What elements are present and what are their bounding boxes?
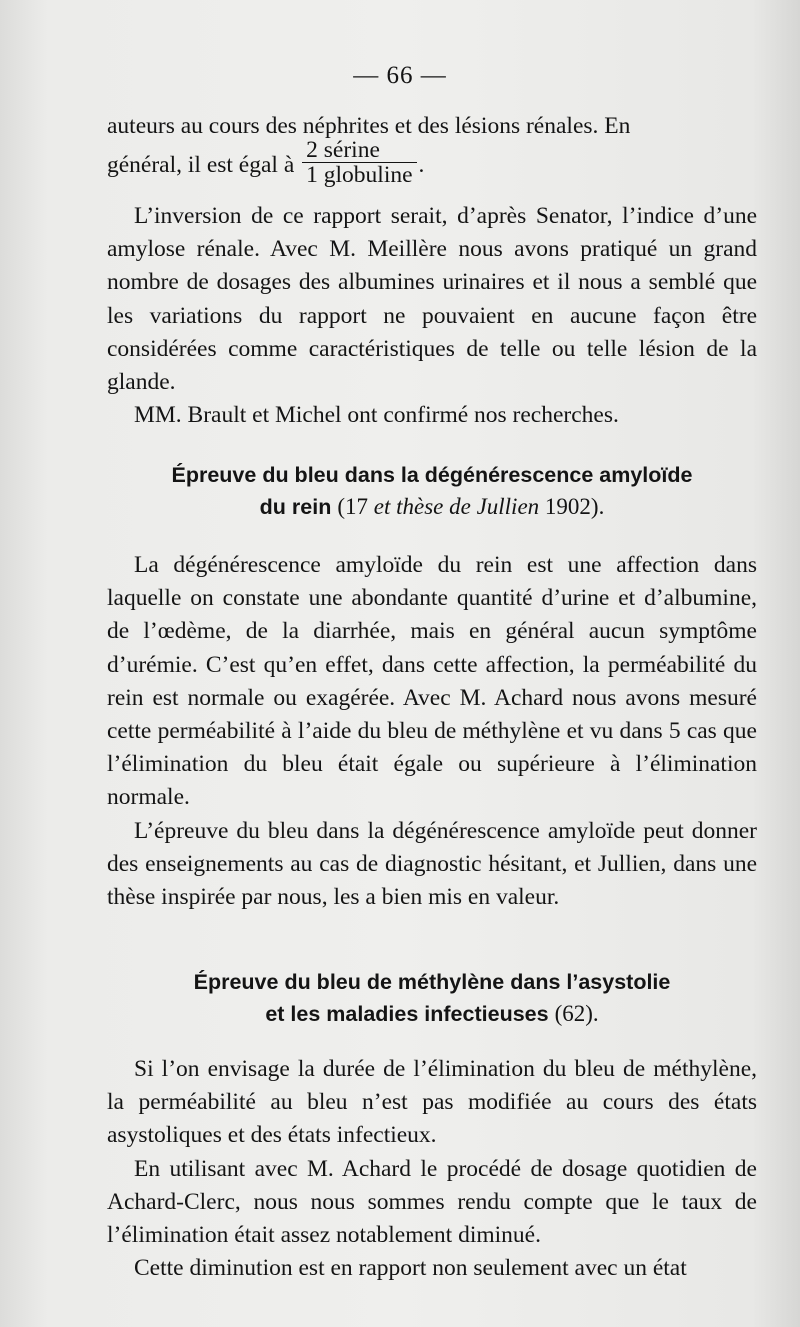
text-segment: général, il est égal à <box>107 152 295 179</box>
fraction-denominator: 1 globuline <box>306 162 413 189</box>
section-heading-asystole <box>107 966 757 1030</box>
text-line: auteurs au cours des néphrites et des lésions rénales. En <box>107 113 631 139</box>
text-segment: . <box>418 152 425 179</box>
paragraph: En utilisant avec M. Achard le procédé de dosage quotidien de Achard-Clerc, nous nous sommes rendu compte que le taux de l’élimination était assez notablement diminué. <box>107 1155 757 1249</box>
heading-line: et les maladies infectieuses <box>265 1002 549 1026</box>
ratio-fraction <box>302 137 416 189</box>
paragraph-group-2 <box>107 549 757 914</box>
paragraph: Cette diminution est en rapport non seulement avec un état <box>134 1255 687 1282</box>
paragraph: L’épreuve du bleu dans la dégénérescence amyloïde peut donner des enseignements au cas de diagnostic hésitant, et Jullien, dans une thèse inspirée par nous, les a bien mis en valeur. <box>107 817 757 911</box>
heading-line: Épreuve du bleu dans la dégénérescence amyloïde <box>171 463 693 487</box>
paragraph: La dégénérescence amyloïde du rein est une affection dans laquelle on constate une abondante quantité d’urine et d’albumine, de l’œdème, de la diarrhée, mais en général aucun symptôme d’urémie. C’est qu’en effet, dans cette affection, la perméabilité du rein est normale ou exagérée. Avec M. Achard nous avons mesuré cette perméabilité à l’aide du bleu de méthylène et vu dans 5 cas que l’élimination du bleu était égale ou supérieure à l’élimination normale. <box>107 552 757 811</box>
page-number: — 66 — <box>353 62 447 89</box>
heading-reference: (62). <box>554 1001 599 1026</box>
paragraph-group-3 <box>107 1053 757 1285</box>
fraction-numerator: 2 sérine <box>302 139 416 163</box>
paragraph: Si l’on envisage la durée de l’élimination du bleu de méthylène, la perméabilité au bleu n’est pas modifiée au cours des états asystoliques et des états infectieux. <box>107 1056 757 1149</box>
paragraph-continuation <box>107 110 757 190</box>
paragraph: L’inversion de ce rapport serait, d’après Senator, l’indice d’une amylose rénale. Avec M. Meillère nous avons pratiqué un grand nombre de dosages des albumines urinaires et il nous a semblé que les variations du rapport ne pouvaient en aucune façon être considérées comme caractéristiques de telle ou telle lésion de la glande. <box>107 203 757 396</box>
heading-line: du rein <box>259 495 332 519</box>
paragraph-group-1 <box>107 200 757 432</box>
heading-line: Épreuve du bleu de méthylène dans l’asystolie <box>193 970 671 994</box>
section-heading-amyloid <box>107 459 757 523</box>
heading-reference: (17 et thèse de Jullien 1902). <box>337 494 605 519</box>
paragraph: MM. Brault et Michel ont confirmé nos recherches. <box>134 402 619 429</box>
